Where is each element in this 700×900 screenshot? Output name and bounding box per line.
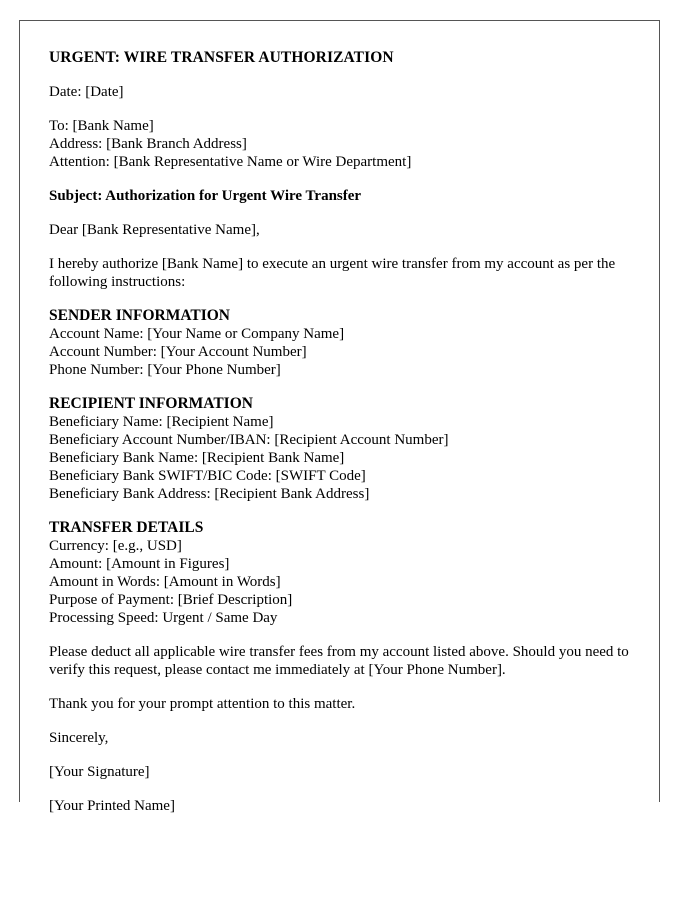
thanks-block xyxy=(49,695,631,713)
intro-paragraph: I hereby authorize [Bank Name] to execute an urgent wire transfer from my account as per the following instructions: xyxy=(49,256,616,290)
closing-line: Sincerely, xyxy=(49,730,109,746)
beneficiary-line: Beneficiary Name: [Recipient Name] xyxy=(49,414,274,430)
letter-title: URGENT: WIRE TRANSFER AUTHORIZATION xyxy=(49,49,394,66)
closing-block xyxy=(49,729,631,747)
subject-block xyxy=(49,187,631,205)
signature-line: [Your Signature] xyxy=(49,764,150,780)
signature-block xyxy=(49,763,631,781)
salutation-block xyxy=(49,221,631,239)
transfer-line: Amount: [Amount in Figures] xyxy=(49,556,230,572)
date-block xyxy=(49,83,631,101)
transfer-line: Currency: [e.g., USD] xyxy=(49,538,182,554)
beneficiary-line: Beneficiary Bank Name: [Recipient Bank Name] xyxy=(49,450,345,466)
bank-address-line: Address: [Bank Branch Address] xyxy=(49,136,247,152)
transfer-line: Amount in Words: [Amount in Words] xyxy=(49,574,281,590)
transfer-line: Processing Speed: Urgent / Same Day xyxy=(49,610,278,626)
fees-block xyxy=(49,643,631,679)
beneficiary-line: Beneficiary Bank Address: [Recipient Bank Address] xyxy=(49,486,370,502)
sender-line: Phone Number: [Your Phone Number] xyxy=(49,362,281,378)
beneficiary-line: Beneficiary Bank SWIFT/BIC Code: [SWIFT Code] xyxy=(49,468,366,484)
sender-line: Account Name: [Your Name or Company Name] xyxy=(49,326,345,342)
sender-line: Account Number: [Your Account Number] xyxy=(49,344,307,360)
thanks-line: Thank you for your prompt attention to this matter. xyxy=(49,696,356,712)
printed-name-line: [Your Printed Name] xyxy=(49,798,175,814)
subject-line: Subject: Authorization for Urgent Wire Transfer xyxy=(49,188,362,204)
printed-name-block xyxy=(49,797,631,815)
beneficiary-heading: RECIPIENT INFORMATION xyxy=(49,395,253,412)
sender-heading: SENDER INFORMATION xyxy=(49,307,230,324)
intro-block xyxy=(49,255,631,291)
transfer-section xyxy=(49,519,631,627)
letter-page xyxy=(19,20,660,814)
recipient-bank-block xyxy=(49,117,631,171)
transfer-line: Purpose of Payment: [Brief Description] xyxy=(49,592,293,608)
salutation: Dear [Bank Representative Name], xyxy=(49,222,260,238)
date-line: Date: [Date] xyxy=(49,84,124,100)
beneficiary-section xyxy=(49,395,631,503)
beneficiary-line: Beneficiary Account Number/IBAN: [Recipient Account Number] xyxy=(49,432,449,448)
transfer-heading: TRANSFER DETAILS xyxy=(49,519,204,536)
sender-section xyxy=(49,307,631,379)
bank-name-line: To: [Bank Name] xyxy=(49,118,154,134)
fees-paragraph: Please deduct all applicable wire transfer fees from my account listed above. Should you need to verify this request, please contact me immediately at [Your Phone Number]. xyxy=(49,644,629,678)
attention-line: Attention: [Bank Representative Name or Wire Department] xyxy=(49,154,412,170)
